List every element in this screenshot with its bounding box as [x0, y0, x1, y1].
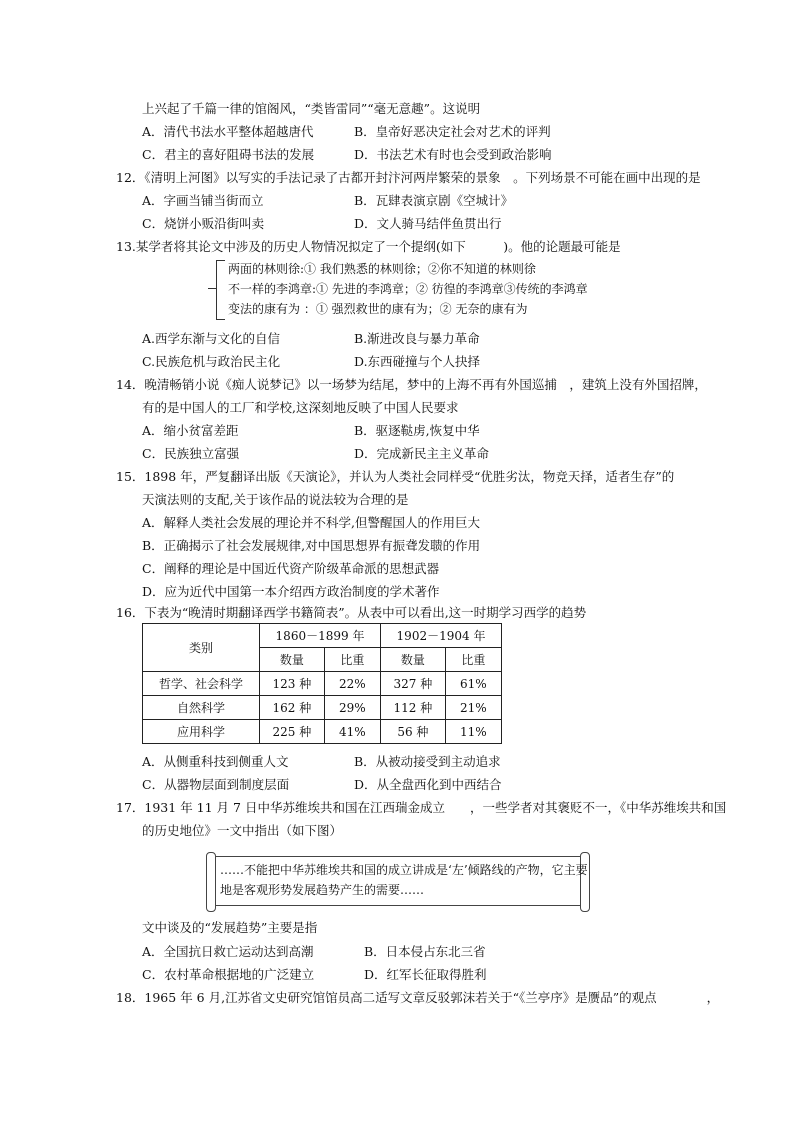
- q17-scroll-excerpt: [206, 852, 590, 910]
- q11-option-a: A．清代书法水平整体超越唐代: [142, 124, 314, 139]
- table-cell: 327 种: [381, 672, 446, 696]
- q16-stem: 16．下表为“晚清时期翻译西学书籍简表”。从表中可以看出,这一时期学习西学的趋势: [116, 605, 587, 620]
- table-header-category: 类别: [143, 624, 260, 672]
- table-cell: 29%: [324, 696, 380, 720]
- outline-line-3: 变法的康有为 ：① 强烈救世的康有为；② 无奈的康有为: [228, 302, 528, 316]
- q15-stem-line-1: 15．1898 年，严复翻译出版《天演论》，并认为人类社会同样受“优胜劣汰，物竞天择，适者生存”的: [116, 469, 675, 484]
- q17-stem-line-3: 文中谈及的“发展趋势”主要是指: [142, 920, 318, 935]
- table-cell: 61%: [445, 672, 501, 696]
- q15-option-d: D．应为近代中国第一本介绍西方政治制度的学术著作: [142, 584, 440, 599]
- q12-stem: 12．《清明上河图》以写实的手法记录了古都开封汴河两岸繁荣的景象 。下列场景不可能在画中出现的是: [116, 170, 701, 185]
- q16-option-a: A．从侧重科技到侧重人文: [142, 754, 289, 769]
- q14-stem-line-1: 14．晚清畅销小说《痴人说梦记》以一场梦为结尾，梦中的上海不再有外国巡捕 ，建筑上没有外国招牌，: [116, 377, 707, 392]
- table-cell: 56 种: [381, 720, 446, 744]
- table-cell-category: 哲学、社会科学: [143, 672, 260, 696]
- table-row: [143, 720, 502, 744]
- outline-line-2: 不一样的李鸿章:① 先进的李鸿章；② 彷徨的李鸿章③传统的李鸿章: [228, 282, 588, 296]
- outline-brace-tick: [208, 288, 216, 289]
- q11-option-d: D．书法艺术有时也会受到政治影响: [354, 147, 552, 162]
- table-subheader: 比重: [445, 648, 501, 672]
- q17-stem-line-1: 17．1931 年 11 月 7 日中华苏维埃共和国在江西瑞金成立 ，一些学者对其褒贬不一，《中华苏维埃共和国: [116, 800, 727, 815]
- q17-option-c: C．农村革命根据地的广泛建立: [142, 967, 315, 982]
- q12-option-d: D．文人骑马结伴鱼贯出行: [354, 216, 502, 231]
- q13-option-c: C.民族危机与政治民主化: [142, 354, 281, 369]
- q14-option-b: B．驱逐鞑虏,恢复中华: [354, 423, 480, 438]
- q15-option-b: B．正确揭示了社会发展规律,对中国思想界有振聋发聩的作用: [142, 538, 481, 553]
- q16-option-d: D．从全盘西化到中西结合: [354, 777, 502, 792]
- q17-stem-line-2: 的历史地位》一文中指出（如下图）: [142, 823, 343, 838]
- table-cell-category: 应用科学: [143, 720, 260, 744]
- q17-option-b: B．日本侵占东北三省: [364, 944, 486, 959]
- q11-option-b: B．皇帝好恶决定社会对艺术的评判: [354, 124, 551, 139]
- q14-stem-line-2: 有的是中国人的工厂和学校,这深刻地反映了中国人民要求: [142, 400, 459, 415]
- outline-brace: [216, 260, 225, 320]
- q17-option-a: A．全国抗日救亡运动达到高潮: [142, 944, 314, 959]
- table-header-row: [143, 624, 502, 648]
- scroll-line-1: ……不能把中华苏维埃共和国的成立讲成是‘左’倾路线的产物，它主要: [220, 863, 588, 877]
- q14-option-d: D．完成新民主主义革命: [354, 446, 490, 461]
- q13-option-d: D.东西碰撞与个人抉择: [354, 354, 481, 369]
- q18-stem: 18．1965 年 6 月,江苏省文史研究馆馆员高二适写文章反驳郭沫若关于“《兰亭序》是赝品”的观点 ，: [116, 990, 720, 1005]
- q15-option-c: C．阐释的理论是中国近代资产阶级革命派的思想武器: [142, 561, 440, 576]
- q13-outline: [206, 258, 606, 320]
- table-cell: 22%: [324, 672, 380, 696]
- q16-option-b: B．从被动接受到主动追求: [354, 754, 501, 769]
- scroll-line-2: 地是客观形势发展趋势产生的需要……: [220, 883, 425, 897]
- table-cell: 225 种: [260, 720, 325, 744]
- table-subheader: 数量: [381, 648, 446, 672]
- table-cell: 162 种: [260, 696, 325, 720]
- table-cell: 11%: [445, 720, 501, 744]
- table-header-period-2: 1902－1904 年: [381, 624, 502, 648]
- q15-stem-line-2: 天演法则的支配,关于该作品的说法较为合理的是: [142, 492, 409, 507]
- q12-option-b: B．瓦肆表演京剧《空城计》: [354, 193, 514, 208]
- q14-option-a: A．缩小贫富差距: [142, 423, 239, 438]
- scroll-roll-left: [206, 852, 216, 912]
- q13-option-b: B.渐进改良与暴力革命: [354, 331, 480, 346]
- table-subheader: 比重: [324, 648, 380, 672]
- scroll-roll-right: [580, 852, 590, 912]
- q14-option-c: C．民族独立富强: [142, 446, 240, 461]
- q15-option-a: A．解释人类社会发展的理论并不科学,但警醒国人的作用巨大: [142, 515, 481, 530]
- table-header-period-1: 1860－1899 年: [260, 624, 381, 648]
- table-cell: 21%: [445, 696, 501, 720]
- q12-option-a: A．字画当铺当街而立: [142, 193, 264, 208]
- q11-stem-tail: 上兴起了千篇一律的馆阁风，“类皆雷同”“毫无意趣”。这说明: [142, 101, 481, 116]
- table-cell: 112 种: [381, 696, 446, 720]
- table-row: [143, 672, 502, 696]
- outline-line-1: 两面的林则徐:① 我们熟悉的林则徐；②你不知道的林则徐: [228, 262, 536, 276]
- table-cell-category: 自然科学: [143, 696, 260, 720]
- table-cell: 123 种: [260, 672, 325, 696]
- q13-option-a: A.西学东渐与文化的自信: [142, 331, 281, 346]
- q13-stem: 13.某学者将其论文中涉及的历史人物情况拟定了一个提纲(如下 )。他的论题最可能是: [116, 239, 621, 254]
- table-subheader: 数量: [260, 648, 325, 672]
- q11-option-c: C．君主的喜好阻碍书法的发展: [142, 147, 315, 162]
- table-row: [143, 696, 502, 720]
- table-cell: 41%: [324, 720, 380, 744]
- translation-table: [142, 623, 502, 744]
- q12-option-c: C．烧饼小贩沿街叫卖: [142, 216, 265, 231]
- q16-option-c: C．从器物层面到制度层面: [142, 777, 290, 792]
- q17-option-d: D．红军长征取得胜利: [364, 967, 487, 982]
